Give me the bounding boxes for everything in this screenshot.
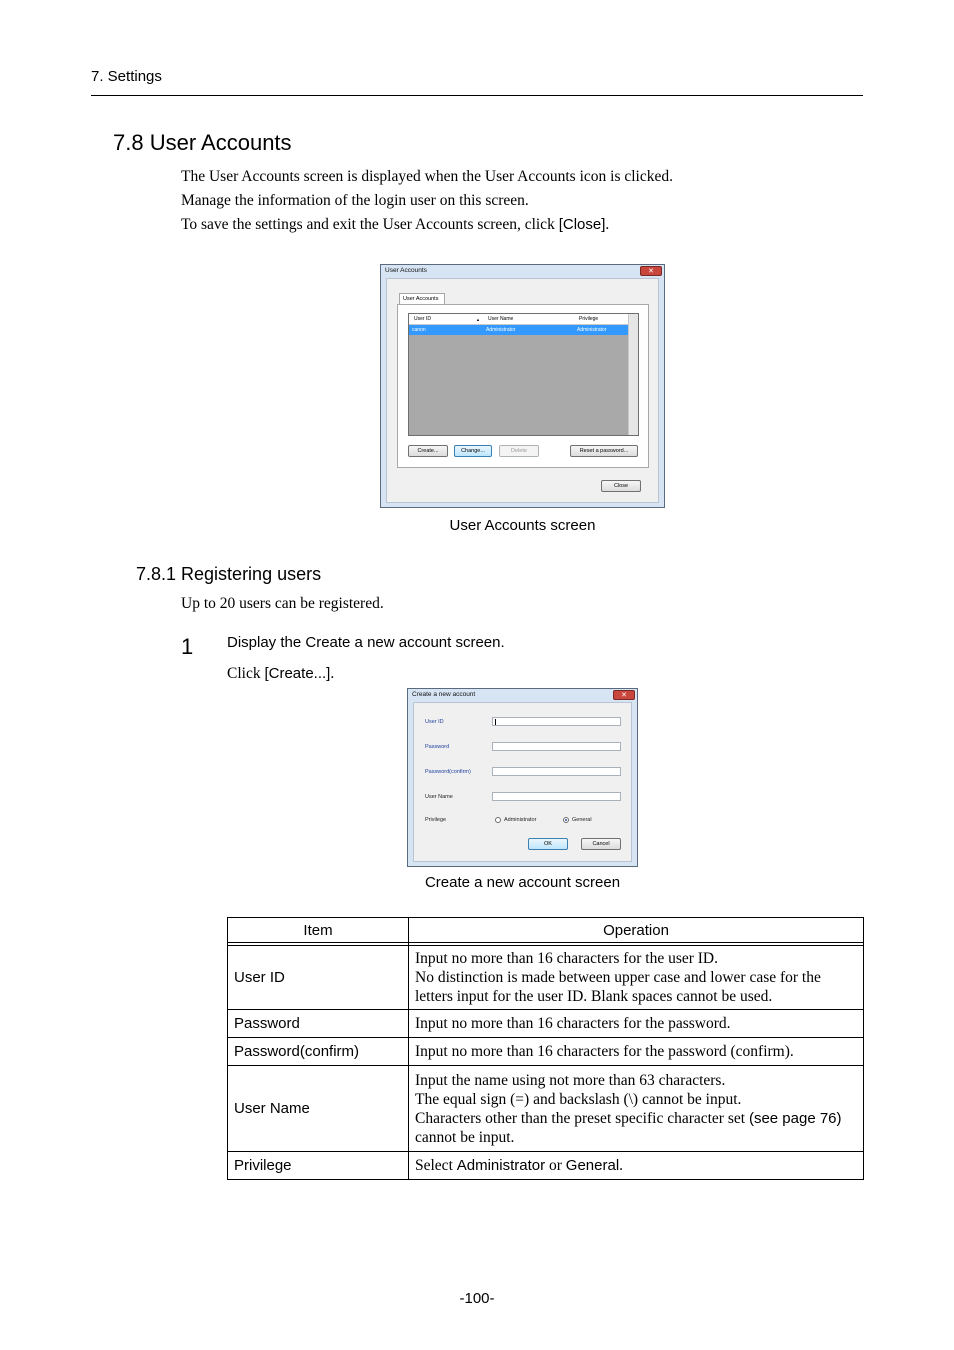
administrator-option: Administrator: [456, 1157, 546, 1174]
step-body-suffix: .: [330, 665, 335, 682]
page-number: -100-: [459, 1290, 495, 1307]
create-account-window: [407, 688, 638, 867]
general-radio-label: General: [572, 817, 592, 823]
change-button[interactable]: Change...: [454, 445, 492, 457]
close-icon[interactable]: ✕: [640, 266, 662, 276]
scrollbar[interactable]: [628, 314, 638, 435]
figure-caption-user-accounts: User Accounts screen: [449, 517, 596, 534]
running-header: 7. Settings: [91, 68, 162, 85]
operation-line: Input no more than 16 characters for the password (confirm).: [415, 1043, 794, 1060]
close-reference: [Close]: [558, 216, 606, 233]
table-row: [228, 1152, 864, 1180]
operation-mid: or: [545, 1157, 566, 1174]
figure-caption-create-account: Create a new account screen: [424, 874, 621, 891]
column-user-id[interactable]: User ID: [414, 316, 431, 322]
cancel-button[interactable]: Cancel: [581, 838, 621, 850]
create-button[interactable]: Create...: [408, 445, 448, 457]
intro-line-3-tail: .: [605, 216, 610, 233]
operation-line: The equal sign (=) and backslash (\) cannot be input.: [415, 1090, 742, 1108]
column-privilege[interactable]: Privilege: [579, 316, 599, 322]
subsection-intro: Up to 20 users can be registered.: [181, 595, 384, 612]
user-accounts-window: [380, 264, 665, 508]
sort-ascending-icon: ▲: [476, 317, 480, 322]
item-cell: Privilege: [228, 1152, 409, 1180]
table-header-row: [228, 918, 864, 943]
intro-line-3-text: To save the settings and exit the User Accounts screen, click: [181, 216, 559, 233]
accounts-list[interactable]: [408, 313, 639, 436]
operation-line: letters input for the user ID. Blank spaces cannot be used.: [415, 988, 773, 1005]
tab-panel: [397, 304, 649, 468]
close-icon[interactable]: ✕: [613, 690, 635, 700]
step-body-prefix: Click: [227, 665, 265, 682]
password-confirm-label: Password(confirm): [425, 769, 471, 775]
operation-line: Input no more than 16 characters for the user ID.: [415, 950, 718, 967]
column-user-name[interactable]: User Name: [488, 316, 514, 322]
item-cell: Password: [228, 1010, 409, 1038]
user-id-field[interactable]: [492, 717, 621, 726]
table-row: [228, 1066, 864, 1152]
window-body: [386, 278, 659, 503]
reset-password-button[interactable]: Reset a password...: [570, 445, 638, 457]
operation-line: No distinction is made between upper case and lower case for the: [415, 969, 821, 986]
operation-line: Input no more than 16 characters for the password.: [415, 1015, 731, 1032]
item-cell: Password(confirm): [228, 1038, 409, 1066]
header-rule: [91, 95, 863, 96]
cell-privilege: Administrator: [577, 327, 607, 333]
table-row: [228, 1010, 864, 1038]
spec-table: [227, 917, 864, 1180]
privilege-label: Privilege: [425, 817, 447, 823]
password-field[interactable]: [492, 742, 621, 751]
list-header: [409, 314, 638, 325]
user-name-field[interactable]: [492, 792, 621, 801]
password-label: Password: [425, 744, 450, 750]
step-body: [227, 665, 334, 683]
cell-user-id: canon: [412, 327, 426, 333]
intro-line-1: The User Accounts screen is displayed when the User Accounts icon is clicked.: [181, 168, 673, 185]
item-cell: User ID: [228, 946, 409, 1010]
create-reference: [Create...]: [264, 665, 331, 682]
operation-cell: [409, 946, 864, 1010]
administrator-radio-label: Administrator: [504, 817, 537, 823]
ok-button[interactable]: OK: [528, 838, 568, 850]
close-button[interactable]: Close: [601, 480, 641, 492]
operation-suffix: .: [619, 1157, 624, 1174]
table-row[interactable]: [409, 325, 629, 335]
general-radio[interactable]: [563, 817, 569, 823]
intro-line-3: [181, 216, 609, 234]
window-body: [413, 702, 632, 862]
user-id-label: User ID: [425, 719, 444, 725]
page-reference: (see page 76): [748, 1109, 842, 1127]
operation-cell: [409, 1010, 864, 1038]
general-option: General: [565, 1157, 620, 1174]
header-item: Item: [228, 918, 409, 943]
window-title: User Accounts: [385, 267, 427, 274]
text-cursor: [495, 719, 496, 725]
section-title: 7.8 User Accounts: [113, 130, 292, 155]
step-number: 1: [181, 634, 194, 659]
header-operation: Operation: [409, 918, 864, 943]
operation-cell: [409, 1152, 864, 1180]
operation-line-text: Characters other than the preset specific character set: [415, 1109, 749, 1127]
window-title: Create a new account: [412, 691, 476, 698]
password-confirm-field[interactable]: [492, 767, 621, 776]
delete-button[interactable]: Delete: [499, 445, 539, 457]
user-name-label: User Name: [425, 794, 453, 800]
operation-line: Input the name using not more than 63 characters.: [415, 1071, 726, 1089]
cell-user-name: Administrator: [486, 327, 516, 333]
operation-cell: [409, 1038, 864, 1066]
step-title: Display the Create a new account screen.: [227, 634, 505, 651]
table-row: [228, 946, 864, 1010]
intro-line-2: Manage the information of the login user on this screen.: [181, 192, 529, 209]
subsection-title: 7.8.1 Registering users: [136, 564, 322, 584]
operation-line: [415, 1109, 857, 1128]
administrator-radio[interactable]: [495, 817, 501, 823]
operation-cell: [409, 1066, 864, 1152]
table-row: [228, 1038, 864, 1066]
operation-line: cannot be input.: [415, 1128, 515, 1146]
item-cell: User Name: [228, 1066, 409, 1152]
operation-prefix: Select: [415, 1157, 457, 1174]
tab-user-accounts[interactable]: User Accounts: [399, 293, 445, 305]
